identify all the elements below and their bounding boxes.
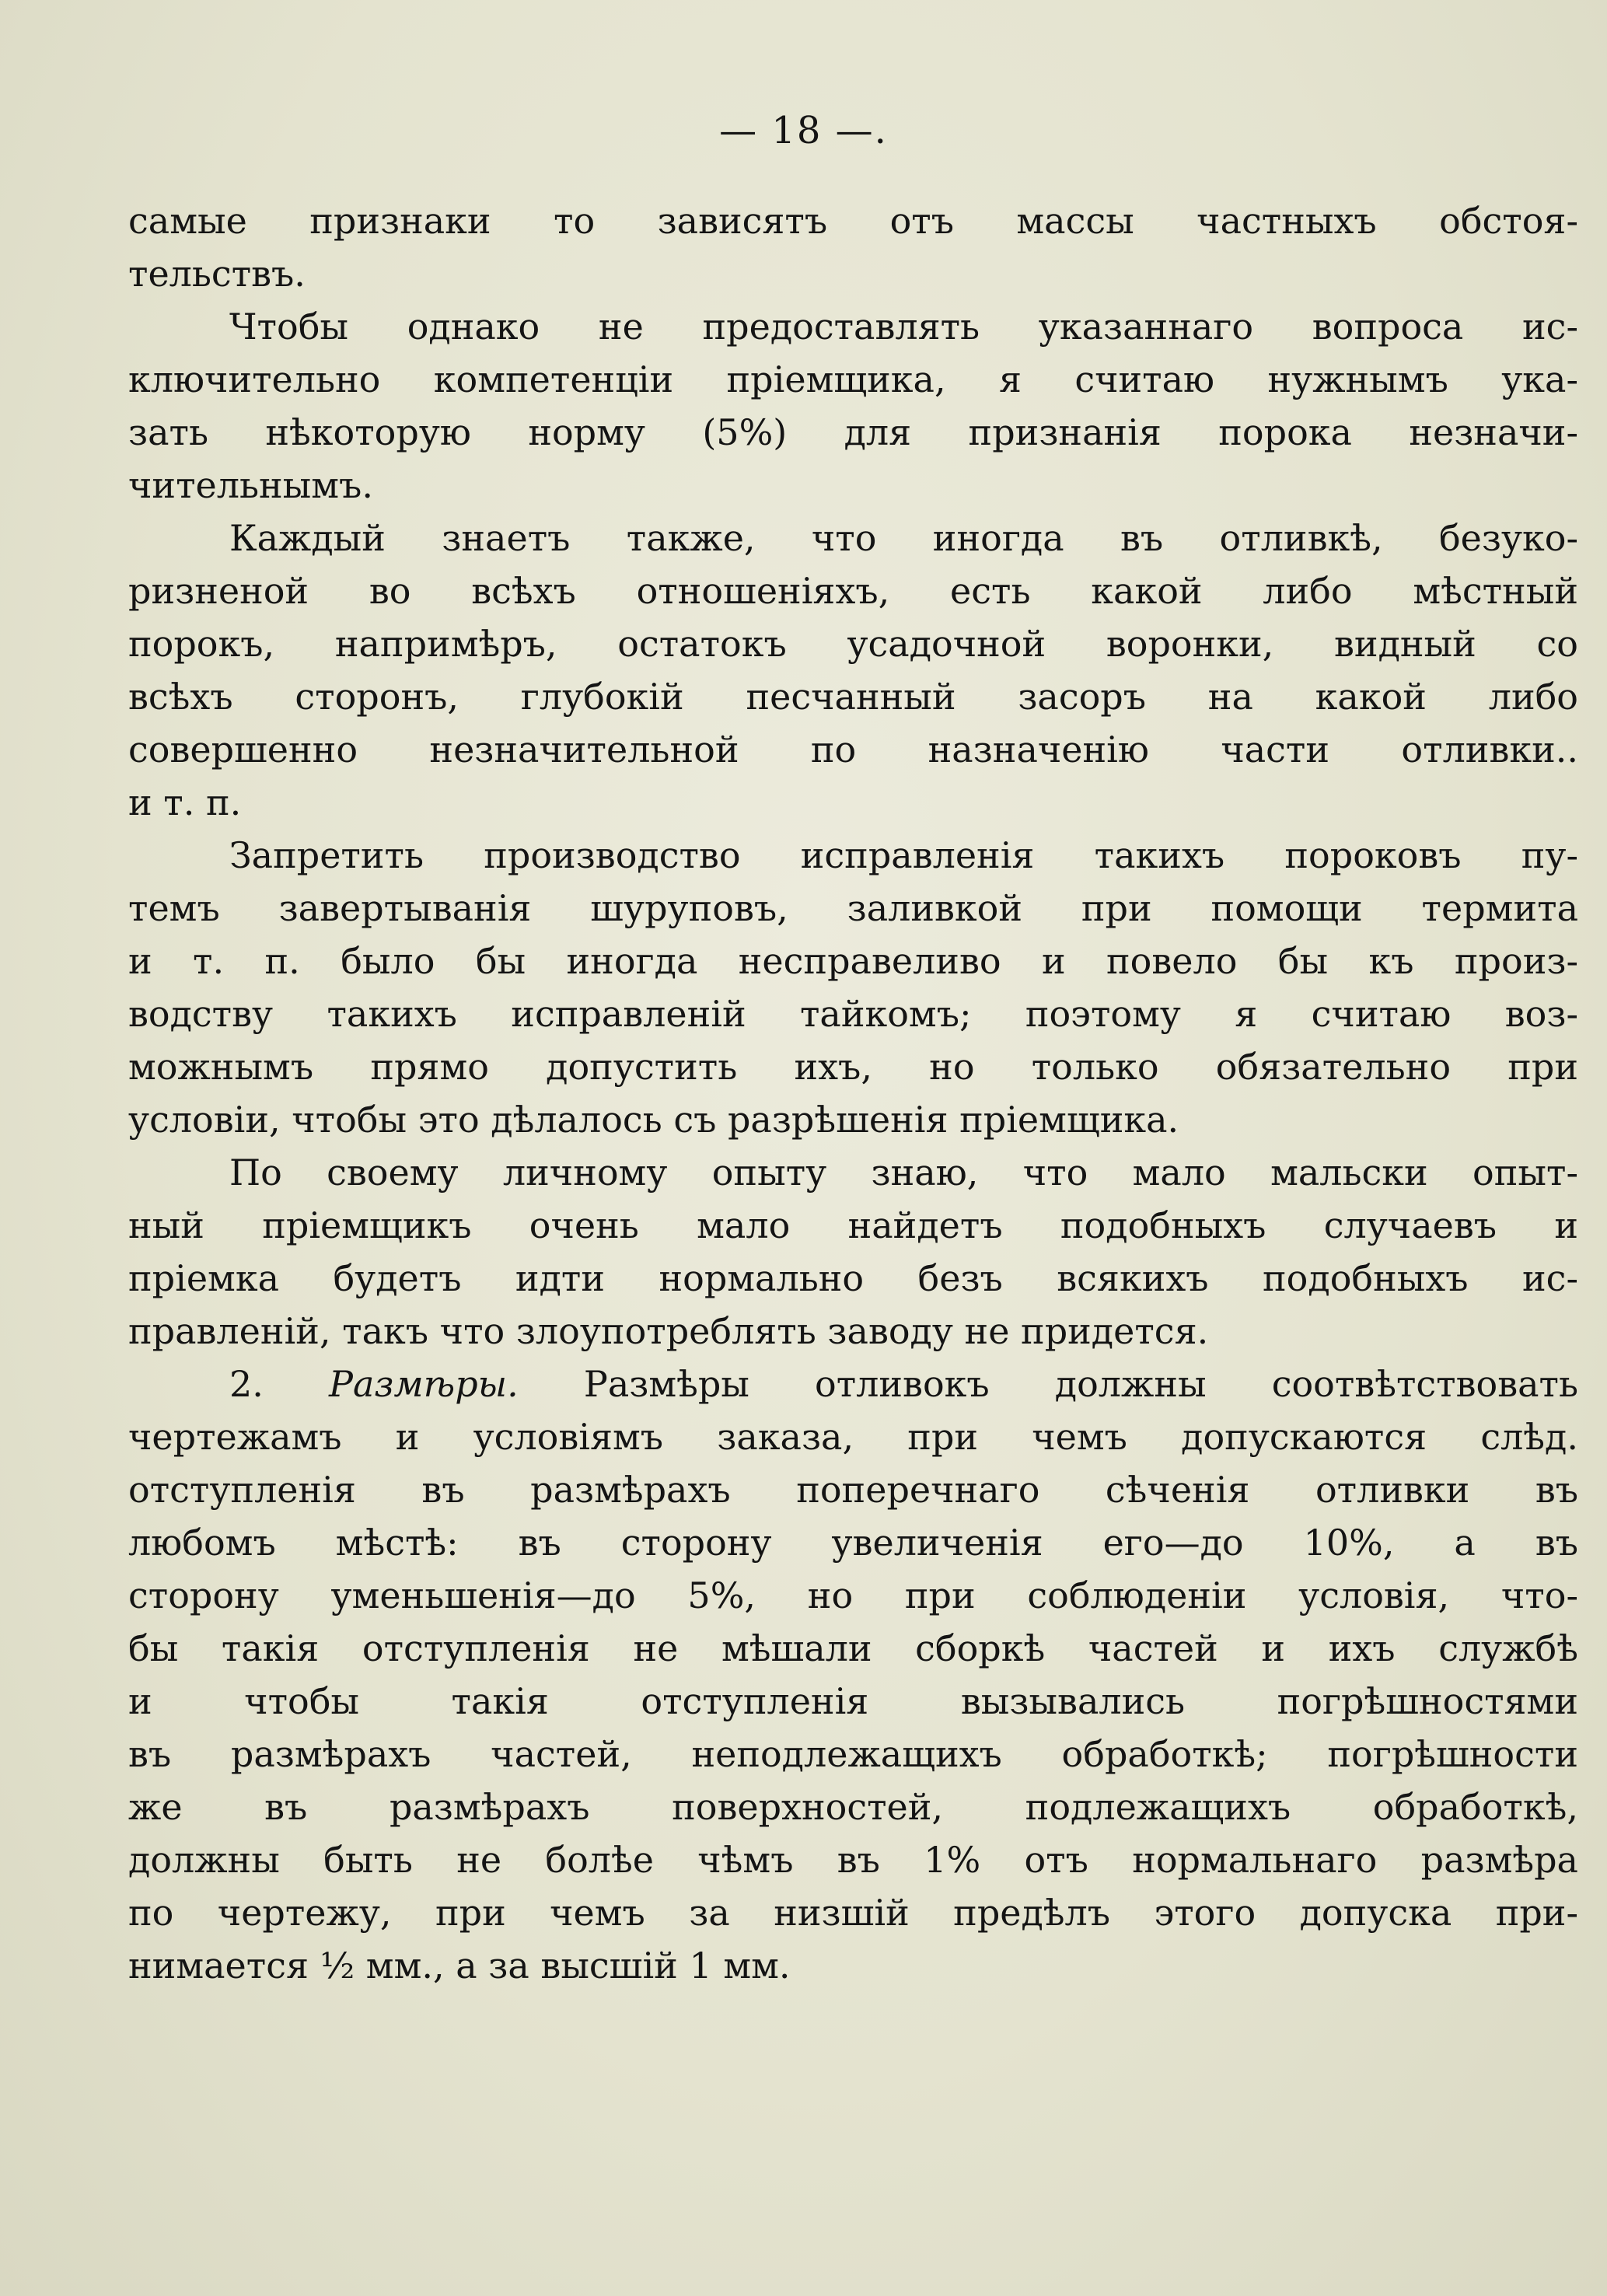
text-line <box>128 1410 1578 1463</box>
text-line <box>128 723 1578 776</box>
line-text: Запретить производство исправленія такихъ пороковъ пу- <box>229 834 1578 876</box>
text-line <box>128 1675 1578 1728</box>
text-line <box>128 1305 1578 1358</box>
line-text: По своему личному опыту знаю, что мало мальски опыт- <box>229 1151 1578 1193</box>
line-text: Чтобы однако не предоставлять указаннаго вопроса ис- <box>229 306 1578 348</box>
text-line <box>128 1622 1578 1675</box>
text-line <box>128 194 1578 247</box>
line-text: отступленія въ размѣрахъ поперечнаго сѣченія отливки въ <box>128 1469 1578 1511</box>
line-text: бы такія отступленія не мѣшали сборкѣ частей и ихъ службѣ <box>128 1627 1578 1669</box>
line-text: зать нѣкоторую норму (5%) для признанія порока незначи- <box>128 411 1578 453</box>
line-text: по чертежу, при чемъ за низшій предѣлъ этого допуска при- <box>128 1892 1578 1934</box>
section-heading: Размѣры. <box>329 1363 519 1405</box>
line-text: совершенно незначительной по назначенію части отливки.. <box>128 729 1578 771</box>
line-text: пріемка будетъ идти нормально безъ всякихъ подобныхъ ис- <box>128 1257 1578 1299</box>
text-line <box>128 1728 1578 1781</box>
line-text: Размѣры отливокъ должны соотвѣтствовать <box>583 1363 1578 1405</box>
line-text: любомъ мѣстѣ: въ сторону увеличенія его—до 10%, а въ <box>128 1522 1578 1564</box>
line-text: ризненой во всѣхъ отношеніяхъ, есть какой либо мѣстный <box>128 570 1578 612</box>
text-line <box>128 1463 1578 1516</box>
text-line <box>128 935 1578 987</box>
text-line <box>128 670 1578 723</box>
line-text: и т. п. <box>128 781 242 823</box>
line-text: должны быть не болѣе чѣмъ въ 1% отъ нормальнаго размѣра <box>128 1839 1578 1881</box>
line-text: можнымъ прямо допустить ихъ, но только обязательно при <box>128 1046 1578 1088</box>
text-line <box>128 1516 1578 1569</box>
text-line <box>128 300 1578 353</box>
line-text: сторону уменьшенія—до 5%, но при соблюденіи условія, что- <box>128 1574 1578 1616</box>
line-text: въ размѣрахъ частей, неподлежащихъ обработкѣ; погрѣшности <box>128 1733 1578 1775</box>
line-text: правленій, такъ что злоупотреблять заводу не придется. <box>128 1310 1209 1352</box>
line-text: водству такихъ исправленій тайкомъ; поэтому я считаю воз- <box>128 993 1578 1035</box>
text-line <box>128 353 1578 406</box>
text-line <box>128 1358 1578 1410</box>
line-text: чительнымъ. <box>128 464 373 506</box>
text-line <box>128 1199 1578 1252</box>
text-line <box>128 1833 1578 1886</box>
text-line <box>128 882 1578 935</box>
text-line <box>128 829 1578 882</box>
text-line <box>128 776 1578 829</box>
text-line <box>128 1146 1578 1199</box>
text-line <box>128 1252 1578 1305</box>
line-text: чертежамъ и условіямъ заказа, при чемъ допускаются слѣд. <box>128 1416 1578 1458</box>
text-line <box>128 406 1578 459</box>
text-line <box>128 1040 1578 1093</box>
text-line <box>128 459 1578 512</box>
body-text <box>128 194 1578 1992</box>
text-line <box>128 1569 1578 1622</box>
text-line <box>128 1093 1578 1146</box>
text-line <box>128 564 1578 617</box>
line-text: Каждый знаетъ также, что иногда въ отливкѣ, безуко- <box>229 517 1578 559</box>
text-line <box>128 1886 1578 1939</box>
line-text: порокъ, напримѣръ, остатокъ усадочной воронки, видный со <box>128 623 1578 665</box>
text-line <box>128 1781 1578 1833</box>
line-text: ключительно компетенціи пріемщика, я считаю нужнымъ ука- <box>128 358 1578 400</box>
section-number: 2. <box>229 1363 264 1405</box>
line-text: нимается ½ мм., а за высшій 1 мм. <box>128 1945 791 1987</box>
text-line <box>128 512 1578 564</box>
line-text: самые признаки то зависятъ отъ массы частныхъ обстоя- <box>128 200 1578 242</box>
line-text: темъ завертыванія шуруповъ, заливкой при помощи термита <box>128 887 1578 929</box>
line-text: и чтобы такія отступленія вызывались погрѣшностями <box>128 1680 1578 1722</box>
page-number: — 18 —. <box>719 109 888 152</box>
line-text: тельствъ. <box>128 253 306 295</box>
line-text: и т. п. было бы иногда несправеливо и повело бы къ произ- <box>128 940 1578 982</box>
line-text: же въ размѣрахъ поверхностей, подлежащихъ обработкѣ, <box>128 1786 1578 1828</box>
line-text: условіи, чтобы это дѣлалось съ разрѣшенія пріемщика. <box>128 1099 1179 1141</box>
text-line <box>128 247 1578 300</box>
text-line <box>128 1939 1578 1992</box>
line-text: ный пріемщикъ очень мало найдетъ подобныхъ случаевъ и <box>128 1204 1578 1246</box>
text-line <box>128 617 1578 670</box>
text-line <box>128 987 1578 1040</box>
line-text: всѣхъ сторонъ, глубокій песчанный засоръ на какой либо <box>128 676 1578 718</box>
